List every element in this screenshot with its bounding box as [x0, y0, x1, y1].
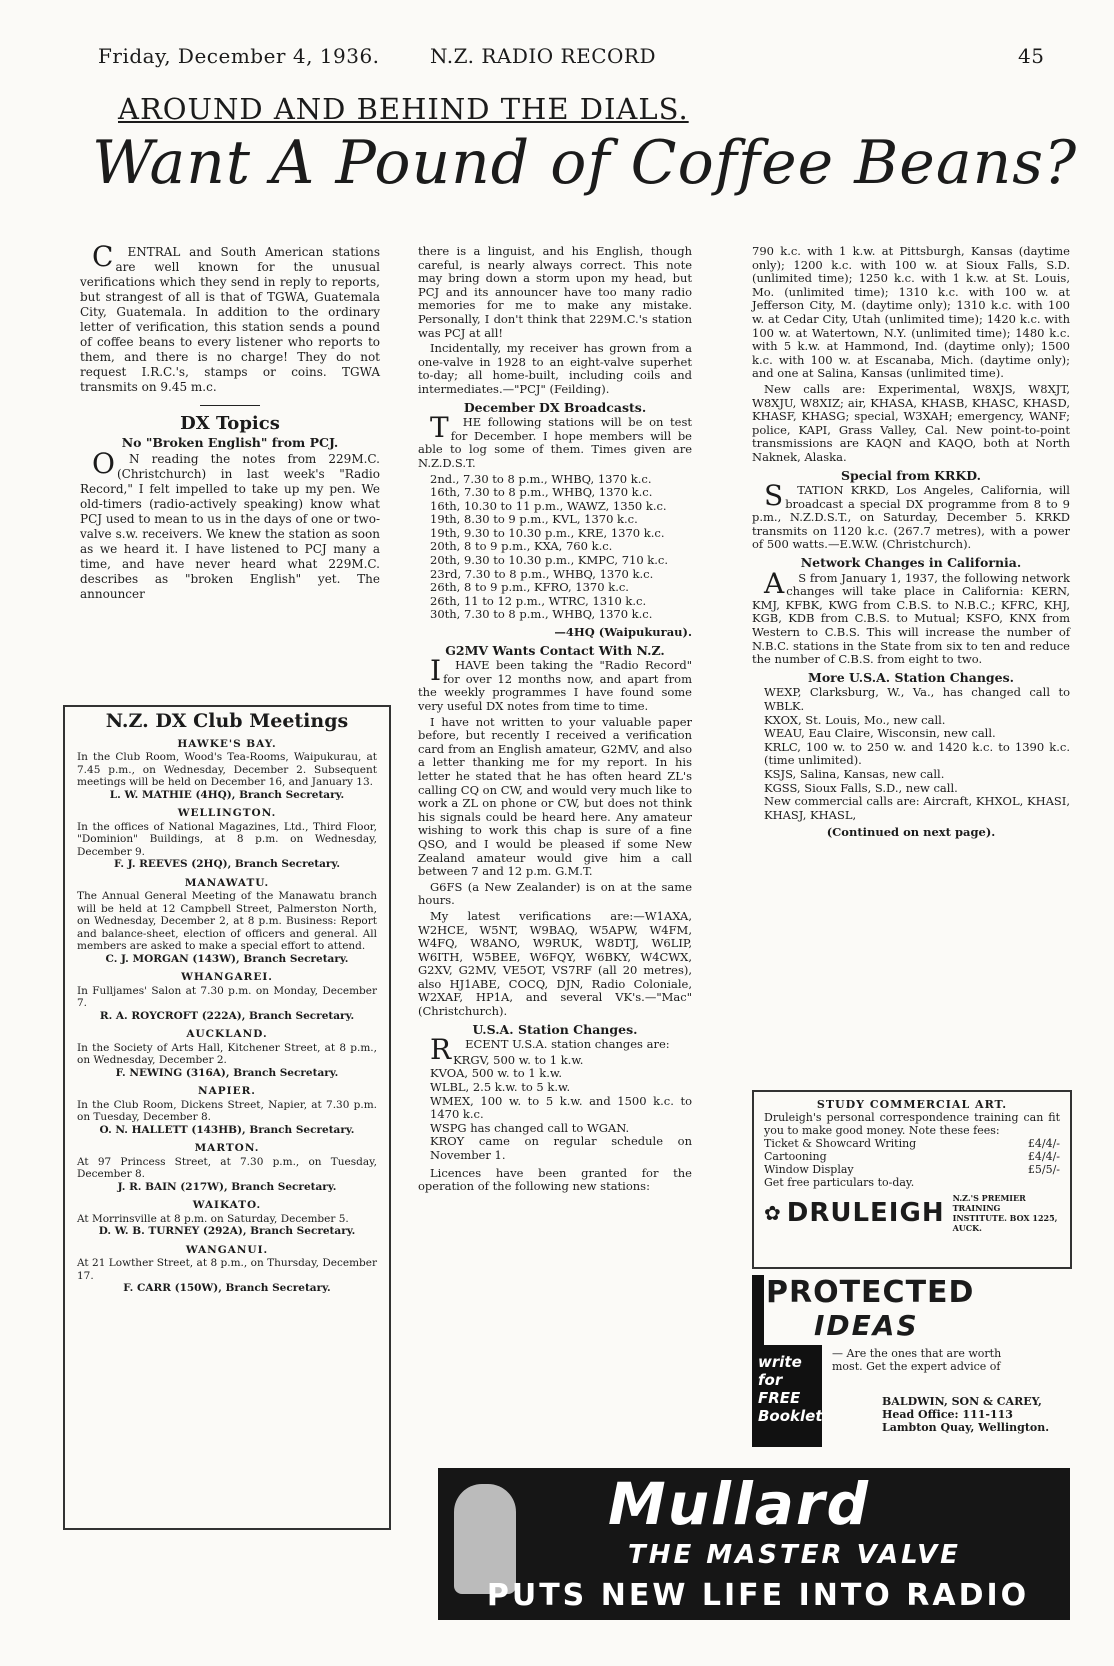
branch-details: At 21 Lowther Street, at 8 p.m., on Thursday, December 17. [77, 1257, 377, 1282]
dx-topics-title: DX Topics [180, 413, 280, 434]
mullard-brand: Mullard [608, 1470, 871, 1538]
study-art-ad [752, 1090, 1072, 1269]
list-item: New commercial calls are: Aircraft, KHXOL, KHASI, KHASJ, KHASL, [764, 794, 1070, 822]
mullard-slogan: THE MASTER VALVE [628, 1540, 961, 1570]
list-item: WEAU, Eau Claire, Wisconsin, new call. [764, 726, 996, 741]
branch-town: WELLINGTON. [177, 807, 277, 819]
branch-entry [77, 877, 377, 966]
branch-town: WHANGAREI. [181, 971, 273, 983]
druleigh-institute-line-1: N.Z.'S PREMIER TRAINING [952, 1193, 1026, 1213]
list-item: 16th, 7.30 to 8 p.m., WHBQ, 1370 k.c. [430, 485, 653, 500]
study-ad-free: Get free particulars to-day. [764, 1176, 915, 1189]
continued-station-list: 790 k.c. with 1 k.w. at Pittsburgh, Kansas (daytime only); 1200 k.c. with 100 w. at Sioux Falls, S.D. (unlimited time); 1250 k.c. with 1 k.w. at St. Louis, Mo. (unlimited time); 1310 k.c. with 100 w. at Jefferson City, M. (daytime only); 1310 k.c. with 100 w. at Cedar City, Utah (unlimited time); 1420 k.c. with 100 w. at Watertown, N.Y. (unlimited time); 1480 k.c. with 5 k.w. at Hammond, Ind. (daytime only); 1500 k.c. with 100 w. at Escanaba, Mich. (daytime only); and one at Salina, Kansas (unlimited time). [752, 244, 1070, 381]
list-item: 19th, 8.30 to 9 p.m., KVL, 1370 k.c. [430, 512, 638, 527]
club-meetings-box [63, 705, 391, 1530]
column-2 [418, 245, 692, 1196]
branch-entry [77, 807, 377, 871]
more-changes-list [752, 686, 1070, 822]
branch-town: WAIKATO. [192, 1199, 262, 1211]
section-kicker: AROUND AND BEHIND THE DIALS. [118, 92, 689, 126]
fee-item: Cartooning [764, 1150, 827, 1163]
branch-town: AUCKLAND. [186, 1028, 268, 1040]
usa-intro: RECENT U.S.A. station changes are: [430, 1033, 670, 1067]
branch-town: NAPIER. [198, 1085, 256, 1097]
g2mv-title: G2MV Wants Contact With N.Z. [445, 642, 665, 658]
column-3 [752, 245, 1070, 840]
list-item: WEXP, Clarksburg, W., Va., has changed call to WBLK. [764, 685, 1070, 713]
continued-note: (Continued on next page). [826, 825, 996, 840]
list-item: 2nd., 7.30 to 8 p.m., WHBQ, 1370 k.c. [430, 471, 652, 486]
write-for-booklet: write for FREE Booklet [752, 1345, 822, 1447]
continued-text: there is a linguist, and his English, though careful, is nearly always correct. This note may bring down a storm upon my head, but PCJ and its announcer have too many radio memories for me to make any mistake. Personally, I don't think that 229M.C.'s station was PCJ at all! [418, 244, 692, 340]
branch-entry [77, 1142, 377, 1193]
list-item: 20th, 8 to 9 p.m., KXA, 760 k.c. [430, 539, 613, 554]
network-changes-body: AS from January 1, 1937, the following network changes will take place in California: KERN, KMJ, KFBK, KWG from C.B.S. to N.B.C.; KFRC, KHJ, KGB, KDB from C.B.S. to Mutual; KSFO, KNX from Western to C.B.S. This will increase the number of N.B.C. stations in the State from six to ten and reduce the number of C.B.S. from eight to two. [752, 566, 1070, 667]
issue-date: Friday, December 4, 1936. [98, 44, 380, 68]
usa-changes-list [418, 1054, 692, 1163]
list-item: KGSS, Sioux Falls, S.D., new call. [764, 780, 958, 795]
branch-details: In Fulljames' Salon at 7.30 p.m. on Monday, December 7. [77, 984, 377, 1009]
ideas-tagline: — Are the ones that are worth most. Get the expert advice of [832, 1347, 1002, 1373]
fee-price: £4/4/- [1027, 1150, 1060, 1163]
branch-secretary: R. A. ROYCROFT (222A), Branch Secretary. [99, 1009, 355, 1022]
fee-row [764, 1150, 1060, 1163]
usa-changes-title: U.S.A. Station Changes. [472, 1021, 638, 1037]
december-signature: —4HQ (Waipukurau). [554, 625, 692, 640]
december-schedule [418, 473, 692, 623]
list-item: KXOX, St. Louis, Mo., new call. [764, 712, 946, 727]
list-item: KROY came on regular schedule on November 1. [430, 1134, 692, 1162]
network-changes-title: Network Changes in California. [800, 555, 1022, 571]
headline: Want A Pound of Coffee Beans? [92, 128, 1078, 198]
branch-details: In the Club Room, Dickens Street, Napier, at 7.30 p.m. on Tuesday, December 8. [77, 1098, 377, 1123]
krkd-body: STATION KRKD, Los Angeles, California, will broadcast a special DX programme from 8 to 9 p.m., N.Z.D.S.T., on Saturday, December 5. KRKD transmits on 1120 k.c. (267.7 metres), with a power of 500 watts.—E.W.W. (Christchurch). [752, 479, 1070, 552]
dx-topics-subtitle: No "Broken English" from PCJ. [121, 435, 339, 450]
mullard-ad [438, 1468, 1070, 1620]
branch-details: In the Club Room, Wood's Tea-Rooms, Waipukurau, at 7.45 p.m., on Wednesday, December 2. Subsequent meetings will be held on December 16, and January 13. [77, 751, 377, 788]
branch-secretary: O. N. HALLETT (143HB), Branch Secretary. [99, 1123, 355, 1136]
list-item: KRLC, 100 w. to 250 w. and 1420 k.c. to 1390 k.c. (time unlimited). [764, 739, 1070, 768]
dx-topics-body: ON reading the notes from 229M.C. (Christchurch) in last week's "Radio Record," I felt impelled to take up my pen. We old-timers (radio-actively speaking) know what PCJ used to mean to us in the days of one or two-valve s.w. receivers. We knew the station as soon as we heard it. I have listened to PCJ many a time, and have never heard what 229M.C. describes as "broken English" yet. The announcer [80, 447, 380, 601]
club-meetings-title: N.Z. DX Club Meetings [105, 710, 349, 732]
branch-entry [77, 1028, 377, 1079]
druleigh-brand: DRULEIGH [786, 1197, 945, 1228]
branch-list [77, 738, 377, 1295]
page-number: 45 [1018, 44, 1045, 68]
branch-entry [77, 1085, 377, 1136]
druleigh-institute [953, 1193, 1060, 1233]
list-item: 16th, 10.30 to 11 p.m., WAWZ, 1350 k.c. [430, 498, 667, 513]
list-item: 23rd, 7.30 to 8 p.m., WHBQ, 1370 k.c. [430, 566, 654, 581]
december-intro: THE following stations will be on test for December. I hope members will be able to log some of them. Times given are N.Z.D.S.T. [418, 411, 692, 470]
branch-secretary: D. W. B. TURNEY (292A), Branch Secretary. [98, 1225, 356, 1237]
branch-details: In the offices of National Magazines, Ltd., Third Floor, "Dominion" Buildings, at 8 p.m. on Wednesday, December 9. [77, 820, 377, 858]
more-changes-title: More U.S.A. Station Changes. [807, 669, 1014, 685]
branch-town: HAWKE'S BAY. [177, 737, 277, 750]
column-1 [80, 240, 380, 604]
firm-block [882, 1395, 1062, 1434]
list-item: 26th, 8 to 9 p.m., KFRO, 1370 k.c. [430, 580, 629, 595]
fee-price: £5/5/- [1027, 1163, 1060, 1176]
firm-address: Head Office: 111-113 Lambton Quay, Wellington. [882, 1408, 1050, 1434]
list-item: 30th, 7.30 to 8 p.m., WHBQ, 1370 k.c. [430, 607, 653, 622]
publication-title: N.Z. RADIO RECORD [430, 44, 656, 68]
list-item: KSJS, Salina, Kansas, new call. [764, 766, 945, 781]
list-item: KVOA, 500 w. to 1 k.w. [430, 1066, 563, 1081]
branch-secretary: C. J. MORGAN (143W), Branch Secretary. [105, 952, 349, 965]
g2mv-paragraph-4: My latest verifications are:—W1AXA, W2HCE, W5NT, W9BAQ, W5APW, W4FM, W4FQ, W8ANO, W9RUK, W8DTJ, W6LIP, W6ITH, W5BEE, W6FQY, W6BKY, W4CWX, G2XV, G2MV, VE5OT, VS7RF (all 20 metres), also HJ1ABE, COCQ, DJN, Radio Coloniale, W2XAF, HP1A, and several VK's.—"Mac" (Christchurch). [418, 908, 692, 1019]
branch-entry [77, 1244, 377, 1295]
branch-town: MANAWATU. [184, 876, 270, 889]
branch-details: At Morrinsville at 8 p.m. on Saturday, December 5. [77, 1212, 349, 1225]
g2mv-paragraph-1: IHAVE been taking the "Radio Record" for over 12 months now, and apart from the weekly programmes I have found some very useful DX notes from time to time. [418, 654, 692, 713]
list-item: WMEX, 100 w. to 5 k.w. and 1500 k.c. to 1470 k.c. [430, 1093, 692, 1122]
ideas-title-1: PROTECTED [766, 1275, 975, 1310]
divider [200, 405, 260, 406]
branch-entry [77, 738, 377, 802]
branch-details: At 97 Princess Street, at 7.30 p.m., on Tuesday, December 8. [77, 1155, 377, 1180]
fee-list [764, 1137, 1060, 1176]
branch-secretary: J. R. BAIN (217W), Branch Secretary. [117, 1180, 337, 1193]
druleigh-emblem-icon: ✿ [764, 1200, 781, 1225]
krkd-title: Special from KRKD. [840, 467, 982, 483]
branch-details: The Annual General Meeting of the Manawatu branch will be held at 12 Campbell Street, Palmerston North, on Wednesday, December 2, at 8 p.m. Business: Report and balance-sheet, election of officers and general. All members are asked to make a special effort to attend. [77, 890, 377, 952]
branch-entry [77, 1199, 377, 1238]
fee-row [764, 1163, 1060, 1176]
firm-name: BALDWIN, SON & CAREY, [882, 1395, 1042, 1408]
ideas-title-2: IDEAS [814, 1309, 919, 1342]
list-item: WLBL, 2.5 k.w. to 5 k.w. [430, 1080, 571, 1095]
branch-details: In the Society of Arts Hall, Kitchener Street, at 8 p.m., on Wednesday, December 2. [77, 1041, 377, 1066]
list-item: 19th, 9.30 to 10.30 p.m., KRE, 1370 k.c. [430, 525, 665, 540]
druleigh-institute-line-2: INSTITUTE. BOX 1225, AUCK. [952, 1213, 1058, 1233]
list-item: 26th, 11 to 12 p.m., WTRC, 1310 k.c. [430, 593, 647, 608]
branch-secretary: F. J. REEVES (2HQ), Branch Secretary. [113, 858, 341, 870]
mullard-tagline: PUTS NEW LIFE INTO RADIO [486, 1578, 1030, 1613]
intro-paragraph: CENTRAL and South American stations are well known for the unusual verifications which they send in reply to reports, but strangest of all is that of TGWA, Guatemala City, Guatemala. In addition to the ordinary letter of verification, this station sends a pound of coffee beans to every listener who reports to them, and there is no charge! They do not request I.R.C.'s, stamps or coins. TGWA transmits on 9.45 m.c. [80, 240, 380, 394]
usa-licences: Licences have been granted for the operation of the following new stations: [418, 1165, 692, 1194]
g2mv-paragraph-3: G6FS (a New Zealander) is on at the same hours. [418, 879, 692, 908]
druleigh-logo [764, 1193, 1060, 1233]
list-item: 20th, 9.30 to 10.30 p.m., KMPC, 710 k.c. [430, 553, 669, 568]
fee-price: £4/4/- [1027, 1137, 1060, 1150]
branch-entry [77, 971, 377, 1022]
branch-secretary: L. W. MATHIE (4HQ), Branch Secretary. [109, 788, 345, 801]
fee-item: Ticket & Showcard Writing [764, 1137, 917, 1150]
fee-item: Window Display [764, 1163, 854, 1176]
g2mv-paragraph-2: I have not written to your valuable paper before, but recently I received a verification card from an English amateur, G2MV, and also a letter thanking me for my report. In his letter he stated that he has often heard ZL's calling CQ on CW, and would very much like to work a ZL on phone or CW, but does not think his signals could be heard here. Any amateur wishing to work this chap is sure of a fine QSO, and I would be pleased if some New Zealand amateur would give him a call between 7 and 12 p.m. G.M.T. [418, 714, 692, 879]
list-item: KRGV, 500 w. to 1 k.w. [453, 1052, 584, 1067]
branch-town: MARTON. [194, 1142, 260, 1154]
branch-secretary: F. CARR (150W), Branch Secretary. [123, 1282, 331, 1294]
study-ad-title: STUDY COMMERCIAL ART. [816, 1098, 1008, 1111]
branch-secretary: F. NEWING (316A), Branch Secretary. [115, 1066, 339, 1079]
new-calls-paragraph: New calls are: Experimental, W8XJS, W8XJT, W8XJU, W8XIZ; air, KHASA, KHASB, KHASC, KHASD, KHASF, KHASG; special, W3XAH; emergency, WANF; police, KAPI, Grass Valley, Cal. New point-to-point transmissions are KAQN and KAQO, both at North Naknek, Alaska. [752, 381, 1070, 464]
fee-row [764, 1137, 1060, 1150]
incidentally-paragraph: Incidentally, my receiver has grown from a one-valve in 1928 to an eight-valve superhet to-day; all home-built, including coils and intermediates.—"PCJ" (Feilding). [418, 341, 692, 396]
protected-ideas-ad [752, 1275, 1064, 1450]
december-broadcasts-title: December DX Broadcasts. [463, 399, 647, 415]
list-item: WSPG has changed call to WGAN. [430, 1120, 630, 1135]
study-ad-body: Druleigh's personal correspondence training can fit you to make good money. Note these fees: [764, 1111, 1060, 1137]
branch-town: WANGANUI. [185, 1243, 269, 1256]
